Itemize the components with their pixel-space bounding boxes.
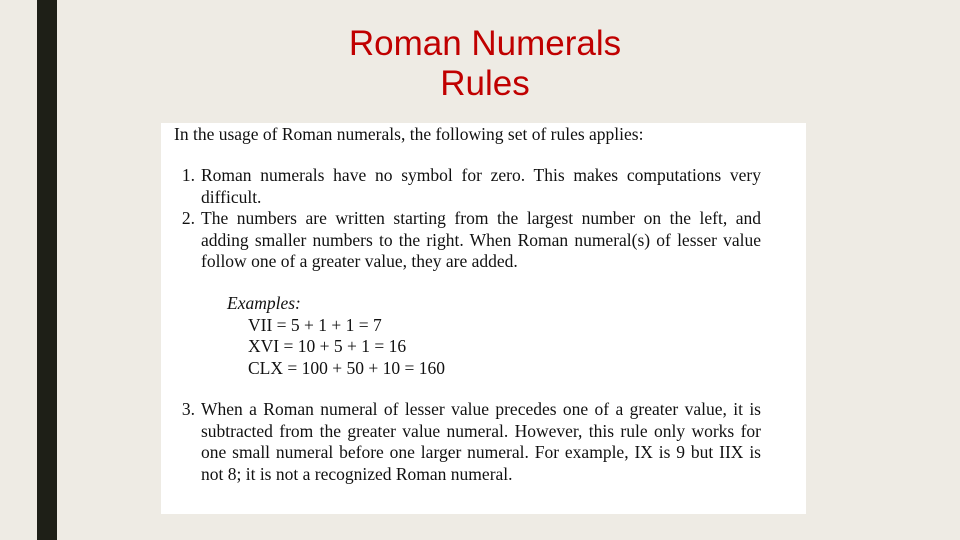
example-line: CLX = 100 + 50 + 10 = 160 bbox=[248, 357, 445, 378]
intro-text: In the usage of Roman numerals, the following set of rules applies: bbox=[174, 124, 644, 144]
rule-number: 2. bbox=[181, 208, 195, 228]
rule-number: 3. bbox=[181, 399, 195, 419]
rule-item-2 bbox=[181, 208, 761, 273]
rule-item-1 bbox=[181, 165, 761, 208]
rule-number: 1. bbox=[181, 165, 195, 185]
example-line: VII = 5 + 1 + 1 = 7 bbox=[248, 314, 382, 335]
slide-title bbox=[0, 24, 960, 104]
slide-title-line-2: Rules bbox=[440, 64, 530, 103]
rules-document-image bbox=[161, 123, 806, 514]
rule-text: Roman numerals have no symbol for zero. This makes computations very difficult. bbox=[201, 165, 761, 207]
rule-text: The numbers are written starting from the largest number on the left, and adding smaller numbers to the right. When Roman numeral(s) of lesser value follow one of a greater value, they are added. bbox=[201, 208, 761, 271]
rule-text: When a Roman numeral of lesser value precedes one of a greater value, it is subtracted from the greater value numeral. However, this rule only works for one small numeral before one larger numeral. For example, IX is 9 but IIX is not 8; it is not a recognized Roman numeral. bbox=[201, 399, 761, 484]
examples-block bbox=[227, 293, 445, 379]
slide-title-line-1: Roman Numerals bbox=[348, 24, 622, 63]
example-line: XVI = 10 + 5 + 1 = 16 bbox=[248, 336, 407, 356]
rule-item-3 bbox=[181, 399, 761, 485]
examples-heading: Examples: bbox=[227, 293, 301, 313]
